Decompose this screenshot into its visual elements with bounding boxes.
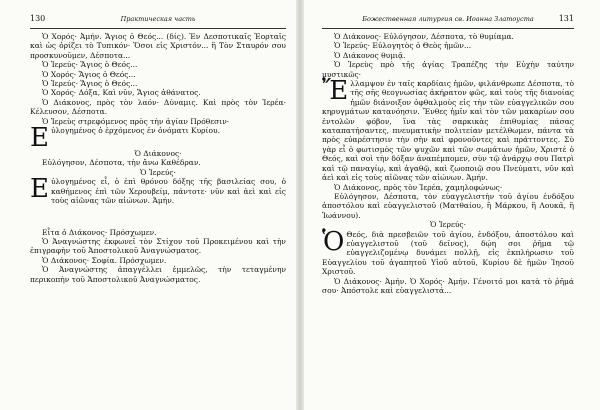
- drop-cap: Ε: [30, 123, 49, 154]
- left-page: [0, 0, 296, 410]
- prayer-paragraph: [322, 226, 574, 277]
- rubric-paragraph: Ὁ Ἱερεὺς στρεφόμενος πρὸς τὴν ἁγίαν Πρόθεσιν·: [42, 116, 230, 126]
- rubric-paragraph: Ὁ Χορός· Ἅγιος ὁ Θεός...: [42, 69, 136, 79]
- rubric-paragraph: Εἶτα ὁ Διάκονος· Πρόσχωμεν.: [42, 227, 157, 237]
- rubric-paragraph: Εὐλόγησον, Δέσποτα, τὸν εὐαγγελιστὴν τοῦ ἁγίου ἐνδόξου ἀποστόλου καὶ εὐαγγελιστοῦ (Ματθαίου, ἢ Μάρκου, ἢ Λουκᾶ, ἢ Ἰωάννου).: [322, 191, 574, 220]
- rubric-paragraph: Ὁ Ἱερεύς· Εὐλογητὸς ὁ Θεὸς ἡμῶν...: [334, 41, 472, 51]
- right-page: [304, 0, 600, 410]
- rubric-paragraph: Ὁ Ἱερεὺς πρὸ τῆς ἁγίας Τραπέζης τὴν Εὐχὴν ταύτην μυστικῶς·: [322, 60, 574, 79]
- rubric-paragraph: Ὁ Ἱερεύς· Ἅγιος ὁ Θεός...: [42, 79, 138, 89]
- rubric-paragraph: Ὁ Διάκονος· Εὐλόγησον, Δέσποτα, τὸ θυμίαμα.: [334, 32, 514, 41]
- rubric-paragraph: Ὁ Χορός· Δόξα, Καὶ νῦν, Ἅγιος ἀθάνατος.: [42, 88, 201, 98]
- drop-cap: Ὁ: [322, 226, 345, 257]
- prayer-text: λλαμψον ἐν ταῖς καρδίαις ἡμῶν, φιλάνθρωπε Δέσποτα, τὸ τῆς σῆς θεογνωσίας ἀκήρατον φῶς, καὶ τοὺς τῆς διανοίας ἡμῶν διάνοιξον ὀφθαλμοὺς εἰς τὴν τῶν εὐαγγελικῶν σου κηρυγμάτων κατανόησιν. Ἔνθες ἡμῖν καὶ τὸν τῶν μακαρίων σου ἐντολῶν φόβον, ἵνα τὰς σαρκικὰς ἐπιθυμίας πάσας καταπατήσαντες, πνευματικὴν πολιτείαν μετέλθωμεν, πάντα τὰ πρὸς εὐαρέστησιν τὴν σὴν καὶ φρονοῦντες καὶ πράττοντες. Σὺ γὰρ εἶ ὁ φωτισμὸς τῶν ψυχῶν καὶ τῶν σωμάτων ἡμῶν, Χριστὲ ὁ Θεός, καὶ σοὶ τὴν δόξαν ἀναπέμπομεν, σὺν τῷ ἀνάρχῳ σου Πατρὶ καὶ τῷ παναγίῳ, καὶ ἀγαθῷ, καὶ ζωοποιῷ σου Πνεύματι, νῦν καὶ ἀεὶ καὶ εἰς τοὺς αἰῶνας τῶν αἰώνων. Ἀμήν.: [322, 79, 574, 183]
- running-head: Практическая часть: [120, 15, 196, 23]
- rubric-paragraph: Ὁ Ἀναγνώστης ἐκφωνεῖ τὸν Στίχον τοῦ Προκειμένου καὶ τὴν ἐπιγραφὴν τοῦ Ἀποστολικοῦ Ἀναγνώσματος.: [30, 236, 286, 256]
- blessing-text: ὐλογημένος ὁ ἐρχόμενος ἐν ὀνόματι Κυρίου.: [50, 126, 220, 136]
- prayer-paragraph: [322, 76, 574, 183]
- rubric-paragraph: Ὁ Ἀναγνώστης ἀπαγγέλλει ἐμμελῶς, τὴν τεταγμένην περικοπὴν τοῦ Ἀποστολικοῦ Ἀναγνώσματος.: [30, 265, 286, 284]
- rubric-paragraph: Ὁ Διάκονος θυμιᾷ.: [334, 50, 406, 60]
- speaker-heading: Ὁ Ἱερεύς·: [430, 220, 466, 230]
- drop-cap: Ε: [30, 174, 49, 205]
- rubric-paragraph: Ὁ Χορός· Ἀμήν. Ἅγιος ὁ Θεός... (δίς). Ἐν Δεσποτικαῖς Ἑορταῖς καὶ ὡς ὁρίζει τὸ Τυπικόν· Ὅσοι εἰς Χριστόν... ἢ Τὸν Σταυρόν σου προσκυνοῦμεν, Δέσποτα...: [30, 32, 286, 60]
- deacon-line: Εὐλόγησον, Δέσποτα, τὴν ἄνω Καθέδραν.: [42, 158, 201, 168]
- rubric-paragraph: Ὁ Διάκονος· Σοφία. Πρόσχωμεν.: [42, 255, 167, 265]
- running-head: Божественная литургия св. Иоанна Златоуста: [362, 15, 534, 23]
- rubric-paragraph: Ὁ Διάκονος· Ἀμήν. Ὁ Χορός· Ἀμήν. Γένοιτό μοι κατὰ τὸ ῥῆμά σου· Ἀπόστολε καὶ εὐαγγελιστά...: [322, 276, 574, 295]
- rubric-paragraph: Ὁ Ἱερεύς· Ἅγιος ὁ Θεός...: [42, 60, 138, 70]
- speaker-heading: Ὁ Ἱερεύς·: [140, 167, 176, 177]
- blessing-paragraph: [30, 174, 286, 206]
- left-page-header: [30, 14, 286, 29]
- prayer-text: Θεός, διὰ πρεσβειῶν τοῦ ἁγίου, ἐνδόξου, ἀποστόλου καὶ εὐαγγελιστοῦ (τοῦ δεῖνος), δῴη σοι ῥῆμα τῷ εὐαγγελιζομένῳ δυνάμει πολλῇ, εἰς ἐκπλήρωσιν τοῦ Εὐαγγελίου τοῦ ἀγαπητοῦ Υἱοῦ αὐτοῦ, Κυρίου δὲ ἡμῶν Ἰησοῦ Χριστοῦ.: [322, 229, 574, 277]
- rubric-paragraph: Ὁ Διάκονος, πρὸς τὸν Ἱερέα, χαμηλοφώνως·: [334, 182, 503, 192]
- page-number: 131: [558, 14, 574, 23]
- right-page-header: [322, 14, 574, 29]
- blessing-text: ὐλογημένος εἶ, ὁ ἐπὶ θρόνου δόξης τῆς βασιλείας σου, ὁ καθήμενος ἐπὶ τῶν Χερουβείμ, πάντοτε· νῦν καὶ ἀεὶ καὶ εἰς τοὺς αἰῶνας τῶν αἰώνων. Ἀμήν.: [50, 177, 286, 206]
- right-page-text: [322, 32, 574, 295]
- page-number: 130: [30, 14, 46, 23]
- speaker-heading: Ὁ Διάκονος·: [134, 149, 182, 159]
- book-gutter: [296, 0, 304, 410]
- drop-cap: Ἔ: [322, 76, 349, 107]
- left-page-text: [30, 32, 286, 284]
- rubric-paragraph: Ὁ Διάκονος, πρὸς τὸν λαόν· Δύναμις. Καὶ πρὸς τὸν Ἱερέα· Κέλευσον, Δέσποτα.: [30, 97, 286, 117]
